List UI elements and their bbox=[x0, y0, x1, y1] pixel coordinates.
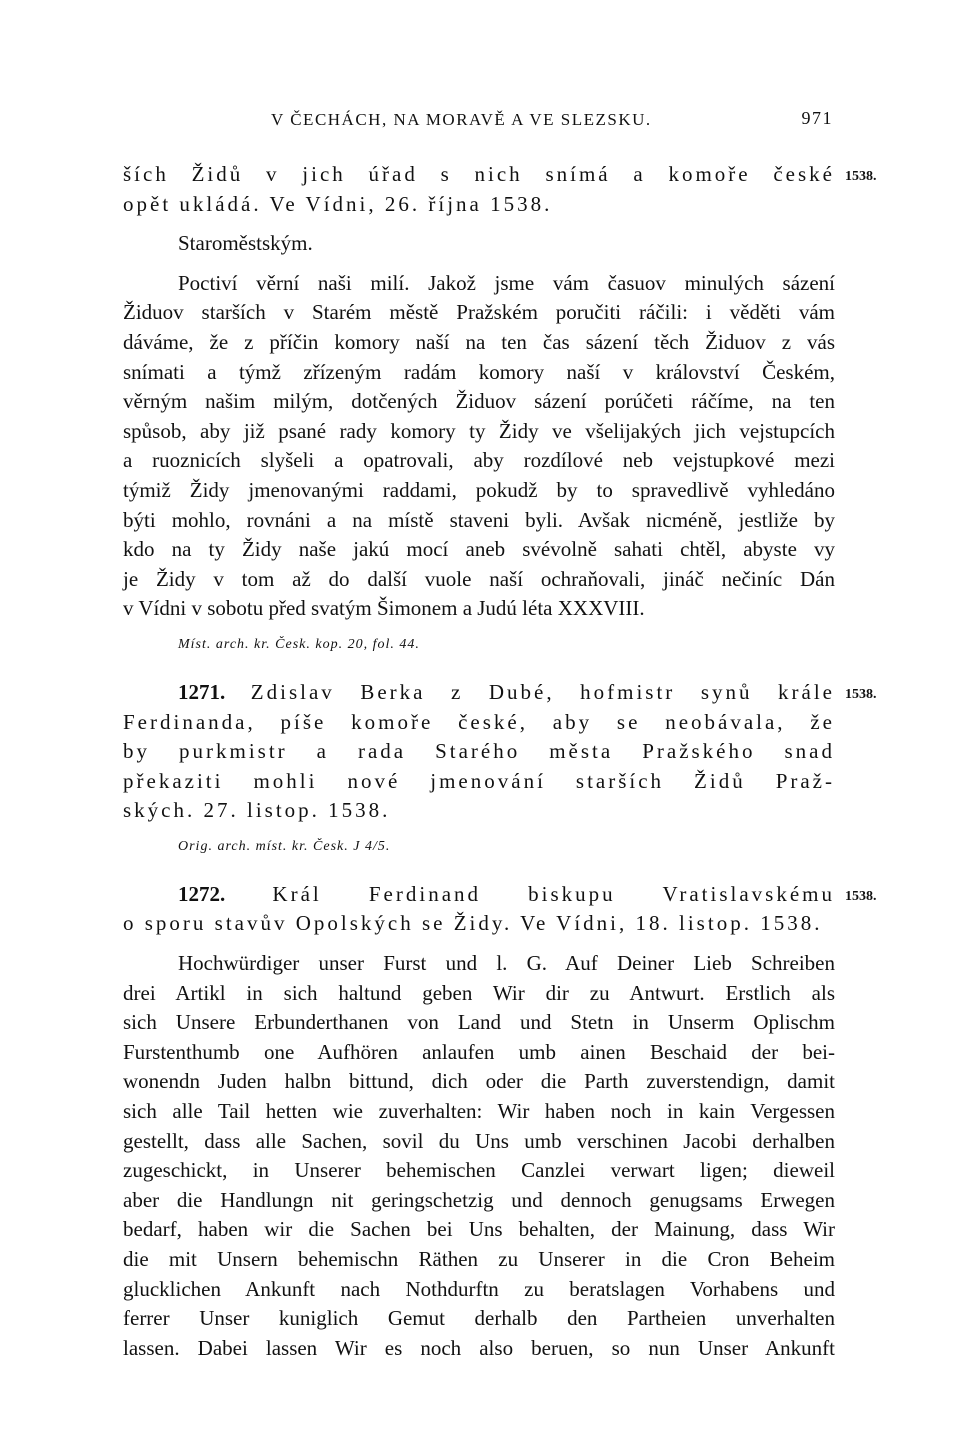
text-line: zugeschickt, in Unserer behemischen Canzlei verwart ligen; dieweil bbox=[123, 1158, 835, 1183]
text-line: týmiž Židy jmenovanými raddami, pokudž by to spravedlivě vyhledáno bbox=[123, 477, 835, 502]
doc1271-source: Orig. arch. míst. kr. Česk. J 4/5. bbox=[178, 838, 391, 854]
margin-year: 1538. bbox=[845, 169, 877, 184]
running-title: V ČECHÁCH, NA MORAVĚ A VE SLEZSKU. bbox=[271, 110, 652, 129]
text-line: v Vídni v sobotu před svatým Šimonem a Judú léta XXXVIII. bbox=[123, 596, 645, 621]
text-line: věrným našim milým, dotčených Židuov sázení porúčeti ráčíme, na ten bbox=[123, 389, 835, 414]
text-span: Zdislav Berka z Dubé, hofmistr synů krále bbox=[250, 679, 836, 704]
text-line: bedarf, haben wir die Sachen bei Uns behalten, der Mainung, dass Wir bbox=[123, 1217, 835, 1242]
doc1270-regest-line-2: opět ukládá. Ve Vídni, 26. října 1538. bbox=[123, 191, 553, 216]
text-line: drei Artikl in sich haltund geben Wir dir zu Antwurt. Erstlich als bbox=[123, 980, 835, 1005]
text-span: ších Židů v jich úřad s nich snímá a komoře české bbox=[123, 162, 835, 186]
text-span: Král Ferdinand biskupu Vratislavskému bbox=[272, 881, 835, 906]
doc1271-regest-line-1 bbox=[123, 678, 877, 708]
text-line: kdo na ty Židy naše jakú mocí aneb svévolně sahati chtěl, abyste vy bbox=[123, 537, 835, 562]
text-line: snímati a týmž zřízeným radám komory naší v království Českém, bbox=[123, 359, 835, 384]
text-line: Furstenthumb one Aufhören anlaufen umb ainen Beschaid der bei- bbox=[123, 1039, 835, 1064]
text-line: dáváme, že z příčin komory naší na ten čas sázení těch Židuov z vás bbox=[123, 329, 835, 354]
doc-number: 1271. bbox=[178, 679, 226, 704]
text-line: býti mohlo, rovnáni a na místě staveni byli. Avšak nicméně, jestliže by bbox=[123, 507, 835, 532]
text-line: sich alle Tail hetten wie zuverhalten: Wir haben noch in kain Vergessen bbox=[123, 1099, 835, 1124]
doc1272-text bbox=[123, 949, 835, 1363]
doc1270-addressee: Staroměstským. bbox=[178, 231, 313, 256]
doc1271-regest-line: ských. 27. listop. 1538. bbox=[123, 798, 391, 823]
text-line: Poctiví věrní naši milí. Jakož jsme vám časuov minulých sázení bbox=[178, 270, 835, 295]
text-line: gestellt, dass alle Sachen, sovil du Uns umb verschinen Jacobi derhalben bbox=[123, 1128, 835, 1153]
doc1271-regest-line: by purkmistr a rada Starého města Pražského snad bbox=[123, 739, 835, 764]
margin-year: 1538. bbox=[845, 686, 877, 702]
text-line: a ruoznicích slyšeli a opatrovali, aby rozdílové neb vejstupkové mezi bbox=[123, 448, 835, 473]
text-line: lassen. Dabei lassen Wir es noch also beruen, so nun Unser Ankunft bbox=[123, 1335, 835, 1360]
text-line: ferrer Unser kuniglich Gemut derhalb den Partheien unverhalten bbox=[123, 1306, 835, 1331]
text-line: je Židy v tom až do další vuole naší ochraňovali, jináč nečiníc Dán bbox=[123, 566, 835, 591]
doc1270-source: Míst. arch. kr. Česk. kop. 20, fol. 44. bbox=[178, 636, 420, 652]
text-line: Hochwürdiger unser Furst und l. G. Auf Deiner Lieb Schreiben bbox=[178, 951, 835, 976]
text-line: die mit Unsern behemischn Räthen zu Unserer in die Cron Beheim bbox=[123, 1247, 835, 1271]
margin-year: 1538. bbox=[845, 888, 877, 904]
doc1270-regest-line-1 bbox=[123, 160, 877, 190]
doc1271-regest-line: Ferdinanda, píše komoře české, aby se neobávala, že bbox=[123, 709, 835, 734]
text-line: Židuov starších v Starém městě Pražském poručiti ráčili: i věděti vám bbox=[123, 300, 835, 325]
text-line: sich Unsere Erbunderthanen von Land und Stetn in Unserm Oplischm bbox=[123, 1010, 835, 1035]
doc1270-text bbox=[123, 269, 835, 624]
text-line: wonendn Juden halbn bittund, dich oder die Parth zuverstendign, damit bbox=[123, 1069, 835, 1094]
doc1271-regest-line: překaziti mohli nové jmenování starších Židů Praž- bbox=[123, 768, 835, 793]
doc1272-regest-line-1 bbox=[123, 880, 877, 910]
doc1272-regest-line: o sporu stavův Opolských se Židy. Ve Vídni, 18. listop. 1538. bbox=[123, 911, 823, 936]
text-line: glucklichen Ankunft nach Nothdurftn zu beratslagen Vorhabens und bbox=[123, 1276, 835, 1301]
text-line: spůsob, aby již psané rady komory ty Židy ve všelijakých jich vejstupcích bbox=[123, 418, 835, 443]
page-body bbox=[123, 160, 877, 1363]
text-line: aber die Handlungn nit geringschetzig und dennoch genugsams Erwegen bbox=[123, 1187, 835, 1212]
page-number: 971 bbox=[801, 108, 833, 128]
doc-number: 1272. bbox=[178, 881, 226, 906]
